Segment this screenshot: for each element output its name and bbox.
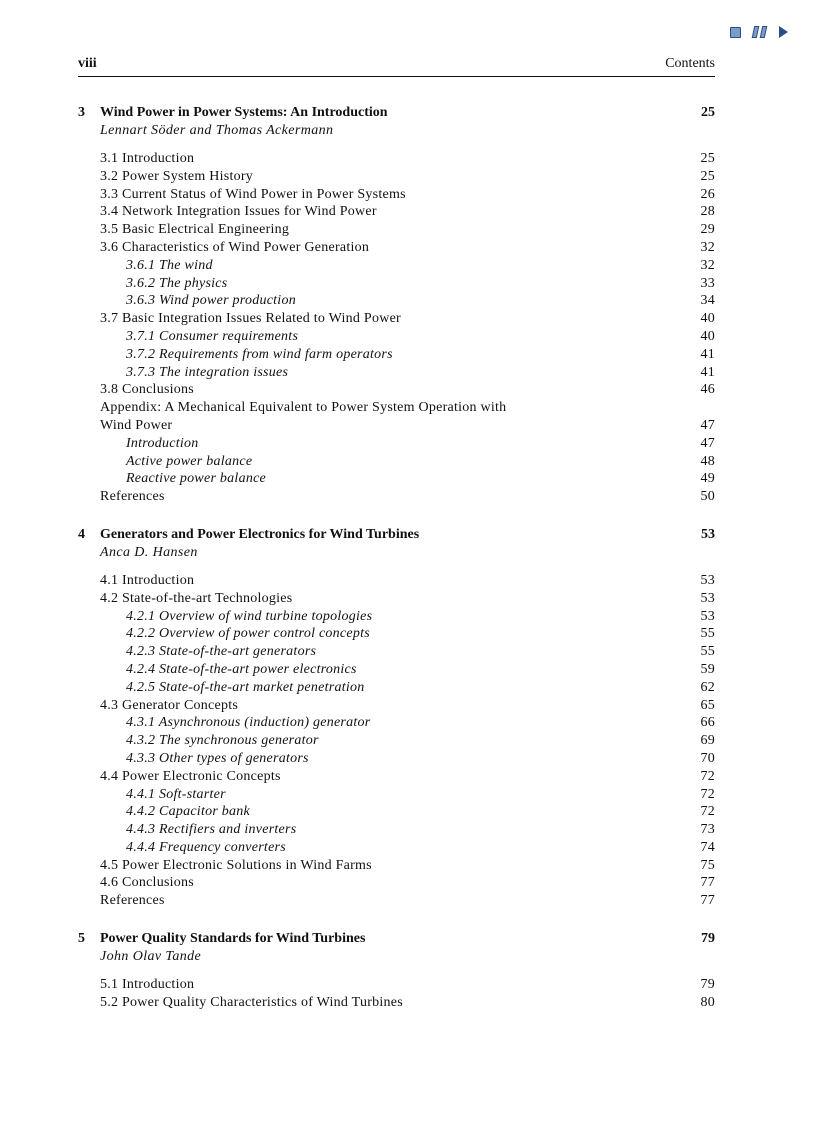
- entry-title: 3.7.2 Requirements from wind farm operators: [126, 346, 393, 362]
- toc-subsection-entry[interactable]: [78, 625, 715, 643]
- entry-title: 4.2.2 Overview of power control concepts: [126, 626, 370, 642]
- entry-title: 4.2 State-of-the-art Technologies: [100, 590, 293, 606]
- entry-page: 65: [700, 697, 715, 713]
- chapter-title: Generators and Power Electronics for Wind Turbines: [100, 526, 420, 542]
- entry-title: 4.4.3 Rectifiers and inverters: [126, 822, 297, 838]
- stop-icon[interactable]: [728, 24, 742, 40]
- toc-section-entry[interactable]: [78, 488, 715, 506]
- entry-page: 25: [700, 168, 715, 184]
- toc-subsection-entry[interactable]: [78, 786, 715, 804]
- entry-page: 55: [700, 644, 715, 660]
- entry-page: 72: [700, 786, 715, 802]
- entry-page: 49: [700, 471, 715, 487]
- chapter-heading[interactable]: [78, 526, 715, 544]
- entry-page: 47: [700, 435, 715, 451]
- entry-title: 3.6 Characteristics of Wind Power Generation: [100, 239, 370, 255]
- chapter-3: [78, 104, 715, 506]
- entry-page: 34: [700, 293, 715, 309]
- entry-page: 33: [700, 275, 715, 291]
- chapter-authors: John Olav Tande: [100, 949, 202, 965]
- entry-title: 4.4 Power Electronic Concepts: [100, 768, 281, 784]
- page-header: [78, 56, 715, 77]
- chapter-page: 53: [701, 526, 715, 542]
- entry-page: 69: [700, 733, 715, 749]
- toc-section-entry[interactable]: [78, 572, 715, 590]
- entry-page: 48: [700, 453, 715, 469]
- entry-page: 28: [700, 204, 715, 220]
- toc-subsection-entry[interactable]: [78, 364, 715, 382]
- chapter-authors: Lennart Söder and Thomas Ackermann: [100, 123, 334, 138]
- entry-page: 77: [700, 875, 715, 891]
- toc-section-entry[interactable]: [78, 150, 715, 168]
- toc-subsection-entry[interactable]: [78, 292, 715, 310]
- entry-title: 3.6.1 The wind: [126, 257, 213, 273]
- entry-title: 5.1 Introduction: [100, 977, 195, 993]
- chapter-page: 25: [701, 105, 715, 120]
- chapter-heading[interactable]: [78, 104, 715, 122]
- toc-section-entry[interactable]: [78, 203, 715, 221]
- toc-subsection-entry[interactable]: [78, 608, 715, 626]
- chapter-5: [78, 930, 715, 1012]
- entry-page: 79: [700, 977, 715, 993]
- table-of-contents: [78, 104, 715, 1032]
- toc-subsection-entry[interactable]: [78, 275, 715, 293]
- entry-page: 80: [700, 994, 715, 1010]
- entry-title: References: [100, 489, 165, 505]
- entry-page: 26: [700, 186, 715, 202]
- toc-section-entry[interactable]: [78, 186, 715, 204]
- entry-page: 32: [700, 257, 715, 273]
- entry-title: Wind Power: [100, 417, 173, 433]
- toc-subsection-entry[interactable]: [78, 435, 715, 453]
- entry-title: 4.4.1 Soft-starter: [126, 786, 226, 802]
- toc-subsection-entry[interactable]: [78, 732, 715, 750]
- entry-page: 74: [700, 839, 715, 855]
- toc-section-entry[interactable]: [78, 976, 715, 994]
- entry-title: 4.2.4 State-of-the-art power electronics: [126, 661, 357, 677]
- chapter-number: 3: [78, 105, 85, 120]
- entry-title: References: [100, 893, 165, 909]
- entry-page: 62: [700, 679, 715, 695]
- entry-title: 4.2.5 State-of-the-art market penetration: [126, 679, 365, 695]
- entry-page: 59: [700, 661, 715, 677]
- entry-title: 3.7 Basic Integration Issues Related to Wind Power: [100, 311, 401, 327]
- toc-subsection-entry[interactable]: [78, 453, 715, 471]
- toc-section-entry[interactable]: [78, 768, 715, 786]
- entry-page: 73: [700, 822, 715, 838]
- entry-page: 55: [700, 626, 715, 642]
- toc-section-entry[interactable]: [78, 168, 715, 186]
- play-icon[interactable]: [776, 24, 790, 40]
- entry-title: Appendix: A Mechanical Equivalent to Power System Operation with: [100, 400, 507, 416]
- toc-section-entry[interactable]: [78, 892, 715, 910]
- entry-title: 4.4.4 Frequency converters: [126, 839, 286, 855]
- entry-page: 72: [700, 804, 715, 820]
- toc-section-entry[interactable]: [78, 857, 715, 875]
- toc-section-entry[interactable]: [78, 399, 715, 417]
- toc-section-entry[interactable]: [78, 417, 715, 435]
- entry-page: 40: [700, 328, 715, 344]
- viewer-toolbar: [724, 24, 794, 40]
- toc-section-entry[interactable]: [78, 221, 715, 239]
- toc-subsection-entry[interactable]: [78, 346, 715, 364]
- entry-title: 4.3.3 Other types of generators: [126, 750, 309, 766]
- entry-title: 4.6 Conclusions: [100, 875, 194, 891]
- entry-title: 3.6.2 The physics: [126, 275, 228, 291]
- entry-title: 3.6.3 Wind power production: [126, 293, 296, 309]
- entry-page: 47: [700, 417, 715, 433]
- toc-subsection-entry[interactable]: [78, 821, 715, 839]
- entry-title: Introduction: [126, 435, 199, 451]
- entry-title: Active power balance: [126, 453, 253, 469]
- toc-subsection-entry[interactable]: [78, 750, 715, 768]
- entry-title: 3.3 Current Status of Wind Power in Power Systems: [100, 186, 406, 202]
- chapter-authors: Anca D. Hansen: [100, 544, 198, 560]
- toc-subsection-entry[interactable]: [78, 643, 715, 661]
- entry-title: 4.3.2 The synchronous generator: [126, 733, 319, 749]
- toc-section-entry[interactable]: [78, 590, 715, 608]
- toc-section-entry[interactable]: [78, 994, 715, 1012]
- entry-title: 3.5 Basic Electrical Engineering: [100, 222, 290, 238]
- entry-title: 4.2.1 Overview of wind turbine topologies: [126, 608, 373, 624]
- entry-page: 75: [700, 857, 715, 873]
- entry-title: 4.2.3 State-of-the-art generators: [126, 644, 317, 660]
- entry-page: 50: [700, 489, 715, 505]
- chapter-number: 4: [78, 526, 85, 542]
- toc-section-entry[interactable]: [78, 381, 715, 399]
- running-head: Contents: [665, 56, 715, 71]
- entry-title: 3.7.1 Consumer requirements: [126, 328, 299, 344]
- entry-title: 3.1 Introduction: [100, 151, 195, 166]
- entry-page: 53: [700, 572, 715, 588]
- entry-page: 32: [700, 239, 715, 255]
- entry-title: 4.5 Power Electronic Solutions in Wind Farms: [100, 857, 372, 873]
- chapter-title: Power Quality Standards for Wind Turbines: [100, 931, 366, 947]
- entry-title: 4.3 Generator Concepts: [100, 697, 239, 713]
- entry-page: 53: [700, 590, 715, 606]
- chapter-number: 5: [78, 931, 85, 947]
- entry-page: 46: [700, 382, 715, 398]
- toc-subsection-entry[interactable]: [78, 257, 715, 275]
- entry-title: 3.7.3 The integration issues: [126, 364, 289, 380]
- entry-page: 72: [700, 768, 715, 784]
- entry-page: 29: [700, 222, 715, 238]
- entry-page: 66: [700, 715, 715, 731]
- chapter-heading[interactable]: [78, 930, 715, 948]
- entry-page: 41: [700, 364, 715, 380]
- entry-page: 70: [700, 750, 715, 766]
- entry-page: 53: [700, 608, 715, 624]
- chapter-title: Wind Power in Power Systems: An Introduction: [100, 105, 388, 120]
- entry-title: 4.3.1 Asynchronous (induction) generator: [126, 715, 371, 731]
- toc-subsection-entry[interactable]: [78, 470, 715, 488]
- toc-subsection-entry[interactable]: [78, 328, 715, 346]
- entry-page: 25: [700, 151, 715, 166]
- entry-title: 3.8 Conclusions: [100, 382, 194, 398]
- toc-section-entry[interactable]: [78, 697, 715, 715]
- entry-title: 4.4.2 Capacitor bank: [126, 804, 250, 820]
- toc-section-entry[interactable]: [78, 239, 715, 257]
- entry-title: 3.2 Power System History: [100, 168, 253, 184]
- entry-page: 41: [700, 346, 715, 362]
- chapter-page: 79: [701, 931, 715, 947]
- toc-subsection-entry[interactable]: [78, 679, 715, 697]
- toc-section-entry[interactable]: [78, 310, 715, 328]
- entry-page: 40: [700, 311, 715, 327]
- entry-title: 5.2 Power Quality Characteristics of Wind Turbines: [100, 994, 403, 1010]
- pause-icon[interactable]: [751, 24, 767, 40]
- toc-subsection-entry[interactable]: [78, 661, 715, 679]
- toc-subsection-entry[interactable]: [78, 803, 715, 821]
- toc-subsection-entry[interactable]: [78, 714, 715, 732]
- entry-page: 77: [700, 893, 715, 909]
- toc-subsection-entry[interactable]: [78, 839, 715, 857]
- page-number: viii: [78, 56, 97, 71]
- entry-title: 4.1 Introduction: [100, 572, 195, 588]
- chapter-4: [78, 526, 715, 910]
- entry-title: 3.4 Network Integration Issues for Wind Power: [100, 204, 377, 220]
- entry-title: Reactive power balance: [126, 471, 267, 487]
- toc-section-entry[interactable]: [78, 874, 715, 892]
